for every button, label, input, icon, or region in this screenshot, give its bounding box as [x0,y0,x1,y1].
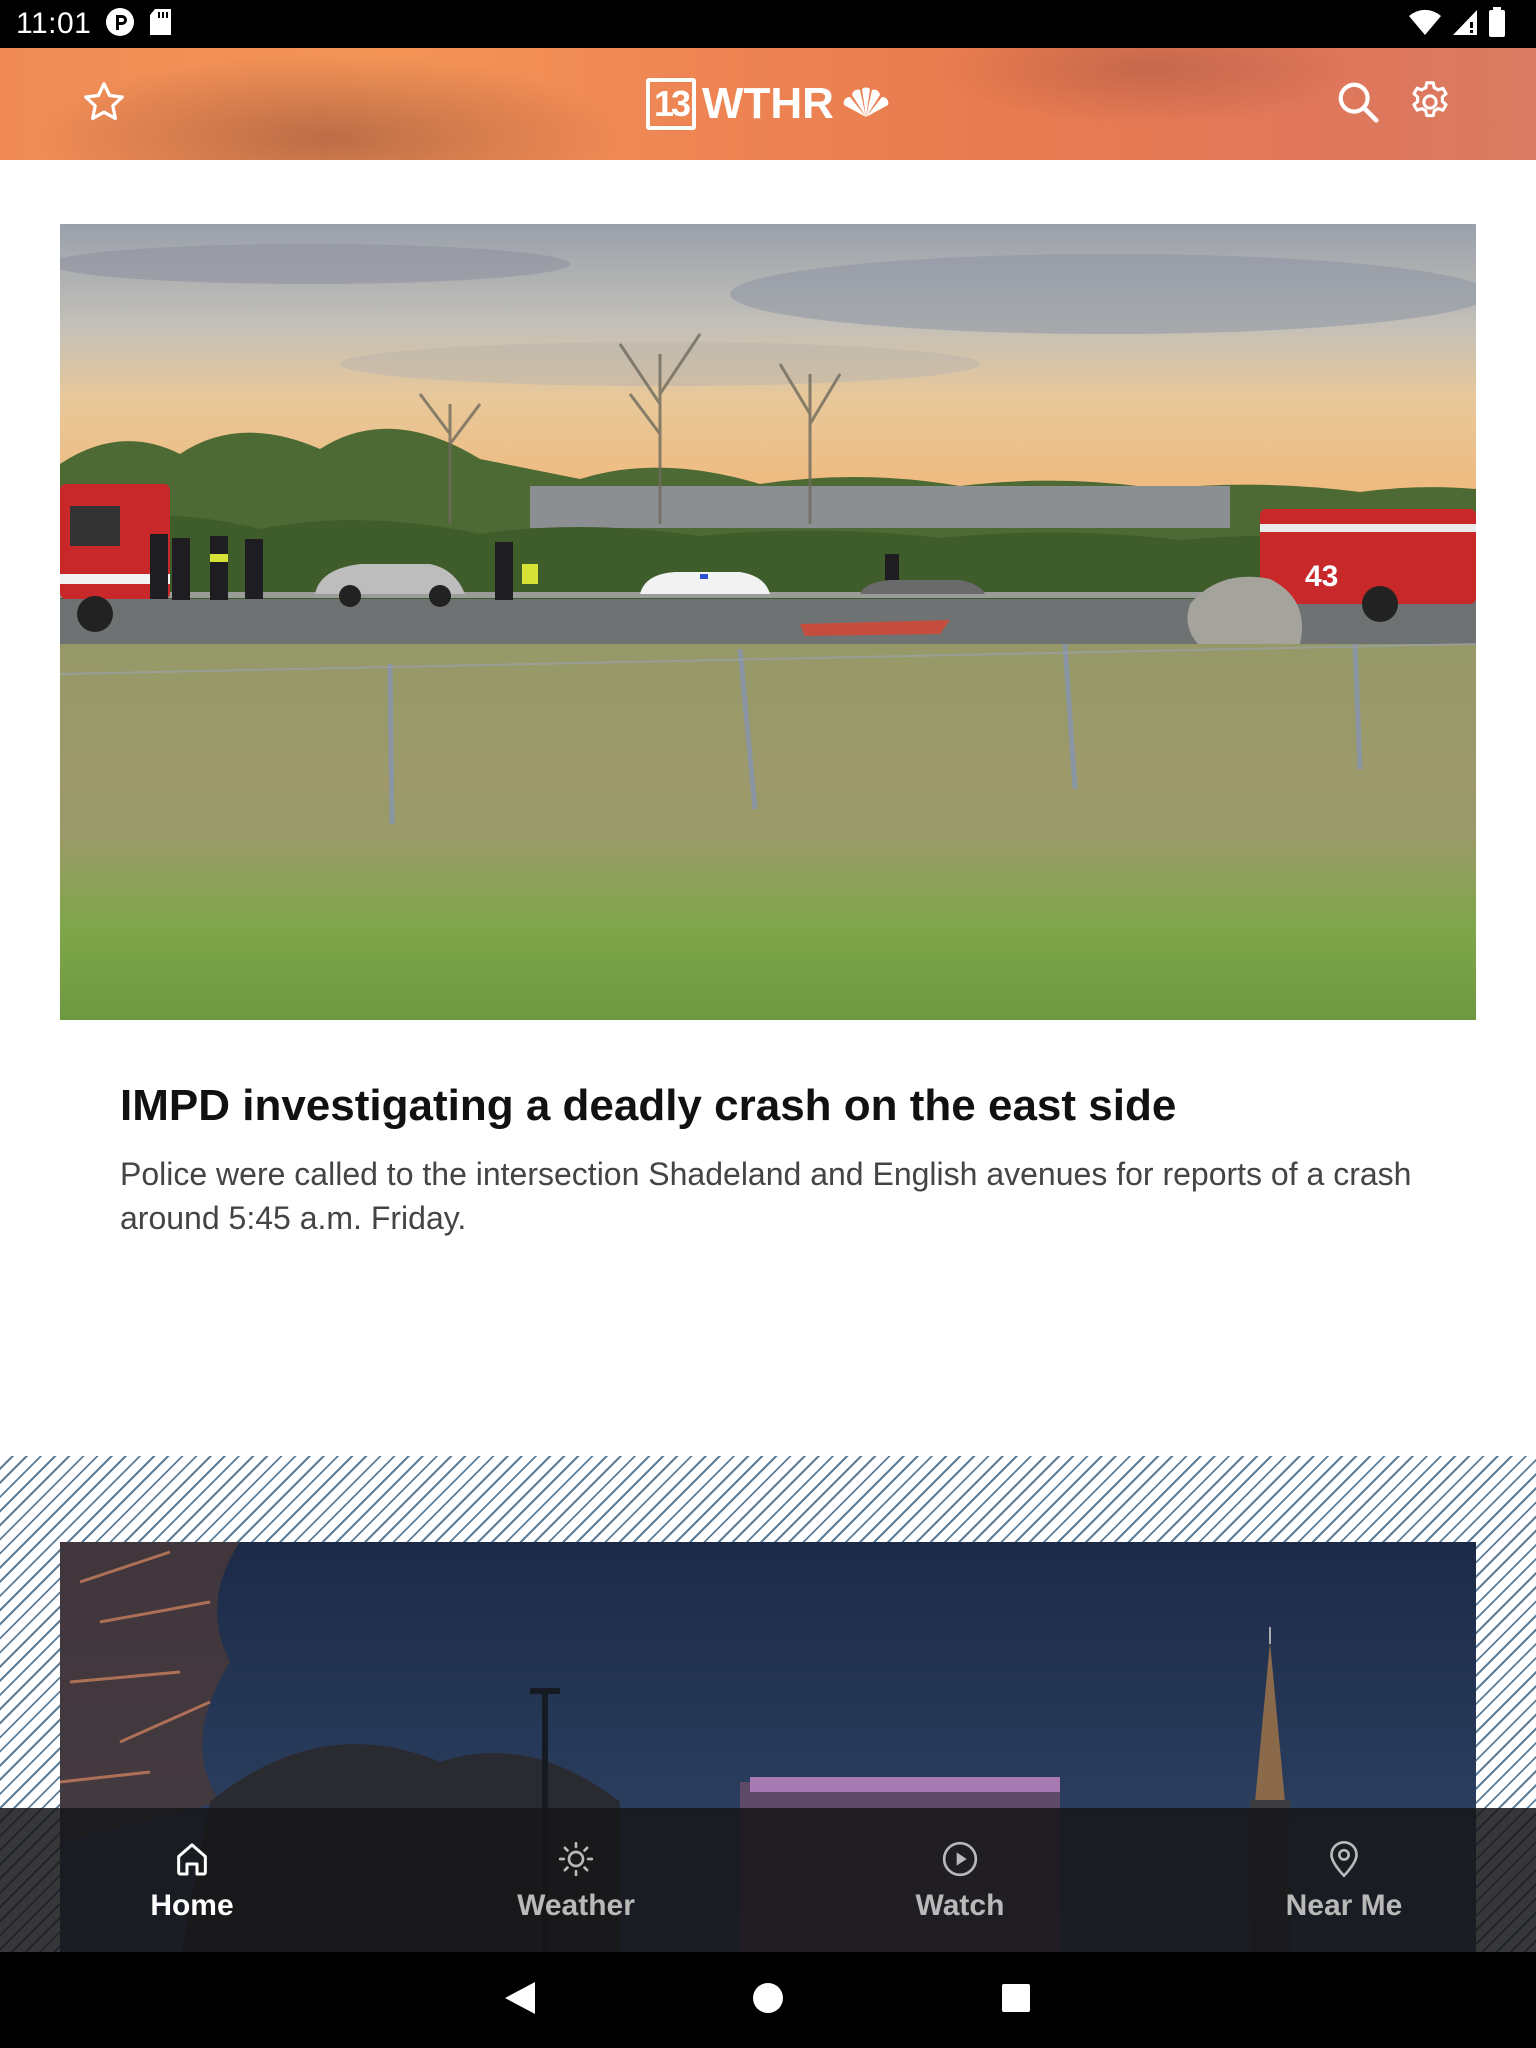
settings-button[interactable] [1402,76,1458,132]
gear-icon [1407,79,1453,130]
wthr-logo [646,76,892,132]
recents-button[interactable] [992,1976,1040,2024]
home-icon [170,1837,214,1881]
home-circle-icon [751,1981,785,2020]
p-badge-icon [105,7,135,42]
favorites-button[interactable] [76,76,132,132]
system-navigation-bar [0,1952,1536,2048]
nav-near-me[interactable] [1152,1808,1536,1952]
story-headline[interactable]: IMPD investigating a deadly crash on the east side [120,1081,1177,1130]
status-right [1408,7,1520,42]
nav-home[interactable] [0,1808,384,1952]
nav-weather-label: Weather [517,1889,635,1922]
star-icon [81,79,127,130]
location-pin-icon [1322,1837,1366,1881]
logo-text: WTHR [702,79,834,128]
nav-watch[interactable] [768,1808,1152,1952]
play-circle-icon [938,1837,982,1881]
nav-near-me-label: Near Me [1285,1889,1403,1922]
nav-weather[interactable] [384,1808,768,1952]
status-bar [0,0,1536,48]
nav-home-label: Home [150,1889,234,1922]
wifi-icon [1408,8,1442,41]
back-button[interactable] [496,1976,544,2024]
nbc-peacock-icon [840,85,892,124]
story-photo-crash-scene[interactable] [60,224,1476,1020]
back-icon [503,1980,537,2021]
sun-icon [554,1837,598,1881]
battery-icon [1488,7,1506,42]
home-system-button[interactable] [744,1976,792,2024]
recents-icon [1000,1982,1032,2019]
status-left [16,7,173,42]
sd-card-icon [149,8,173,41]
nav-watch-label: Watch [915,1889,1005,1922]
svg-text:43: 43 [1305,560,1339,593]
story-summary: Police were called to the intersection Shadeland and English avenues for reports of a crash around 5:45 a.m. Friday. [120,1156,1412,1236]
bottom-navigation [0,1808,1536,1952]
app-header [0,48,1536,160]
status-time: 11:01 [16,7,92,40]
search-icon [1335,79,1381,130]
search-button[interactable] [1330,76,1386,132]
logo-channel-box: 13 [646,78,696,130]
cell-signal-icon [1452,8,1478,41]
